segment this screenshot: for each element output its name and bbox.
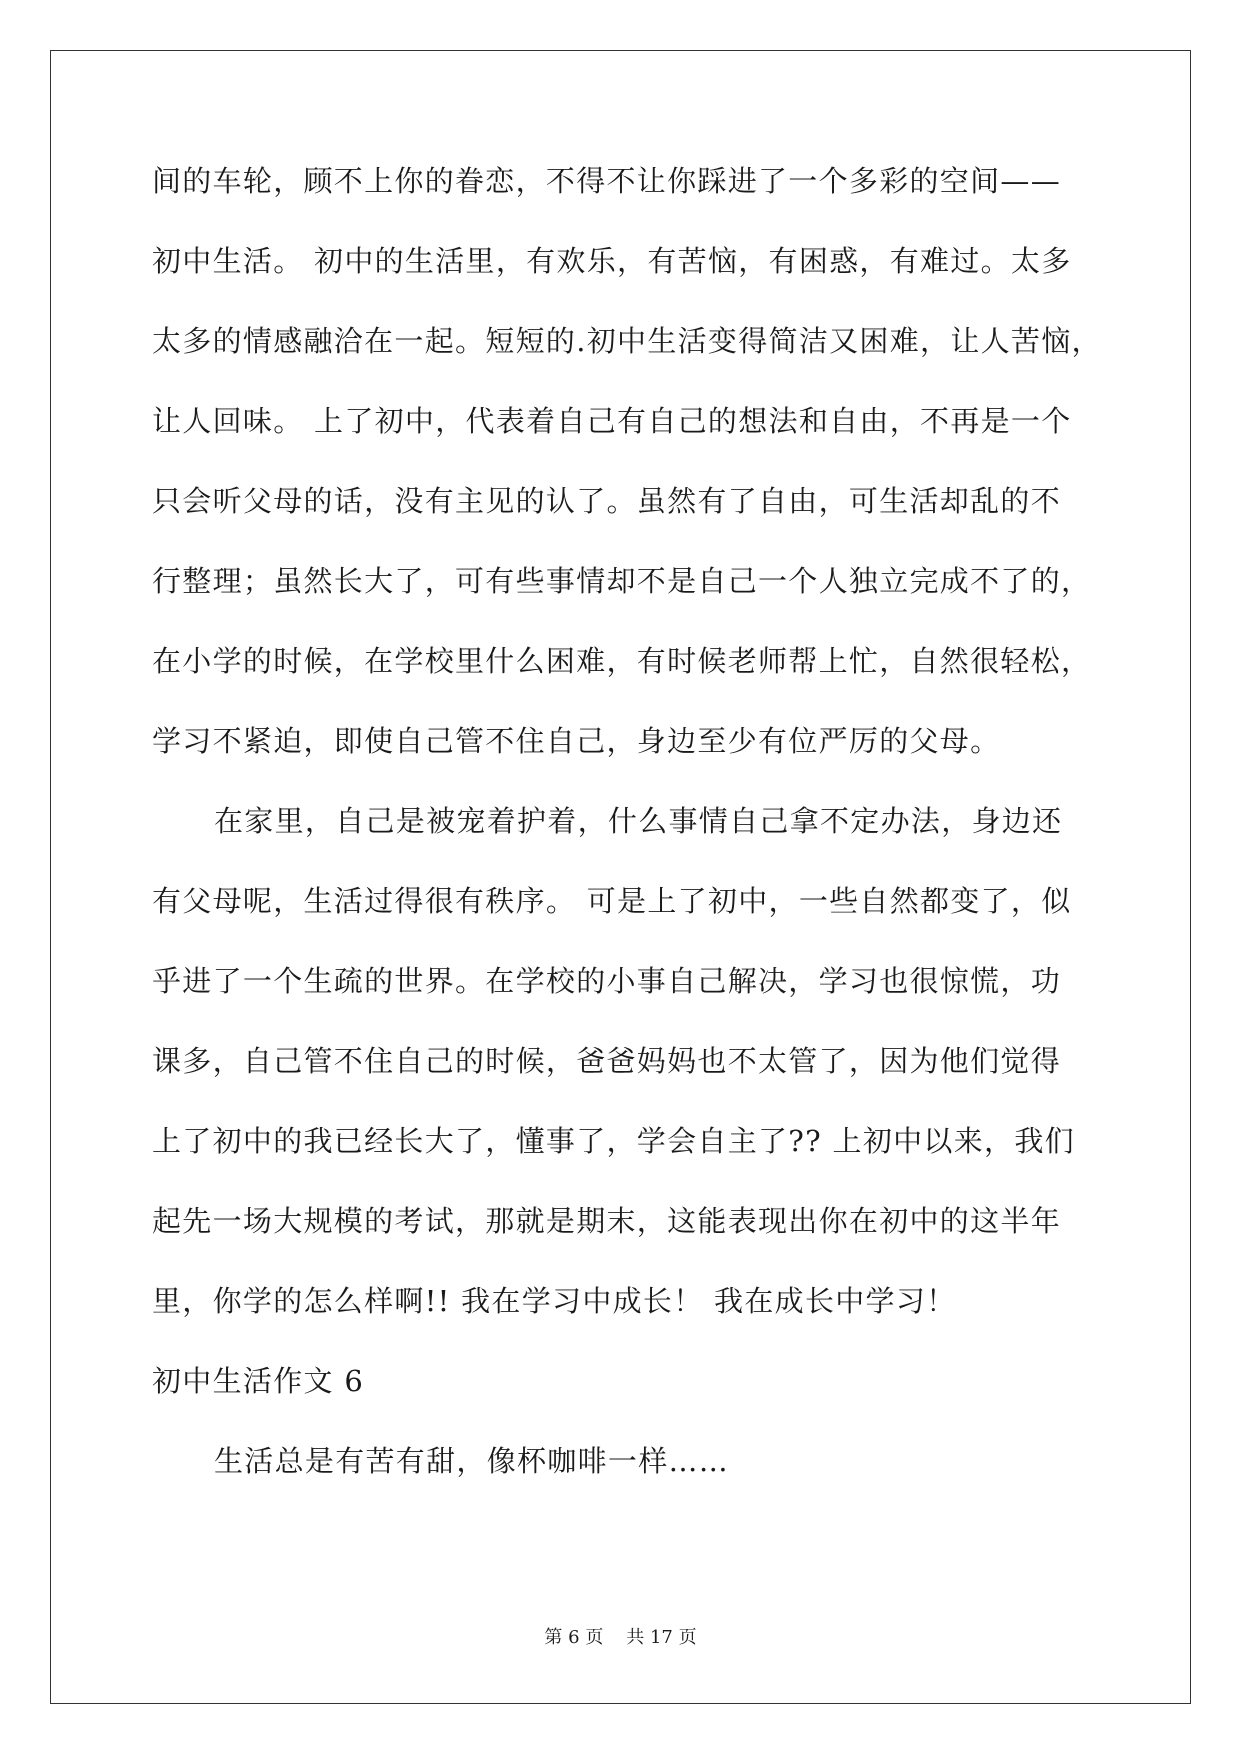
text-line: 里，你学的怎么样啊!! 我在学习中成长！ 我在成长中学习！: [152, 1284, 957, 1318]
text-line: 起先一场大规模的考试，那就是期末，这能表现出你在初中的这半年: [152, 1204, 1062, 1238]
text-line: 有父母呢，生活过得很有秩序。 可是上了初中，一些自然都变了，似: [152, 884, 1072, 918]
text-line: 初中生活。 初中的生活里，有欢乐，有苦恼，有困惑，有难过。太多: [152, 244, 1072, 278]
page-footer: [0, 1626, 1241, 1650]
text-line: 行整理；虽然长大了，可有些事情却不是自己一个人独立完成不了的，: [152, 564, 1092, 598]
text-line: 太多的情感融洽在一起。短短的.初中生活变得简洁又困难，让人苦恼，: [152, 324, 1102, 358]
paragraph-start-line: 生活总是有苦有甜，像杯咖啡一样……: [214, 1444, 730, 1478]
paragraph-start-line: 在家里，自己是被宠着护着，什么事情自己拿不定办法，身边还: [214, 804, 1063, 838]
text-line: 在小学的时候，在学校里什么困难，有时候老师帮上忙，自然很轻松，: [152, 644, 1092, 678]
page-number: 第 6 页: [544, 1627, 604, 1648]
text-line: 课多，自己管不住自己的时候，爸爸妈妈也不太管了，因为他们觉得: [152, 1044, 1062, 1078]
total-pages: 共 17 页: [626, 1627, 697, 1648]
text-line: 只会听父母的话，没有主见的认了。虽然有了自由，可生活却乱的不: [152, 484, 1062, 518]
section-heading: 初中生活作文 6: [152, 1364, 365, 1398]
document-body: [152, 161, 1112, 1521]
text-line: 间的车轮，顾不上你的眷恋，不得不让你踩进了一个多彩的空间——: [152, 164, 1062, 198]
text-line: 上了初中的我已经长大了，懂事了，学会自主了?? 上初中以来，我们: [152, 1124, 1075, 1158]
text-line: 乎进了一个生疏的世界。在学校的小事自己解决，学习也很惊慌，功: [152, 964, 1062, 998]
text-line: 让人回味。 上了初中，代表着自己有自己的想法和自由，不再是一个: [152, 404, 1072, 438]
text-line: 学习不紧迫，即使自己管不住自己，身边至少有位严厉的父母。: [152, 724, 1001, 758]
